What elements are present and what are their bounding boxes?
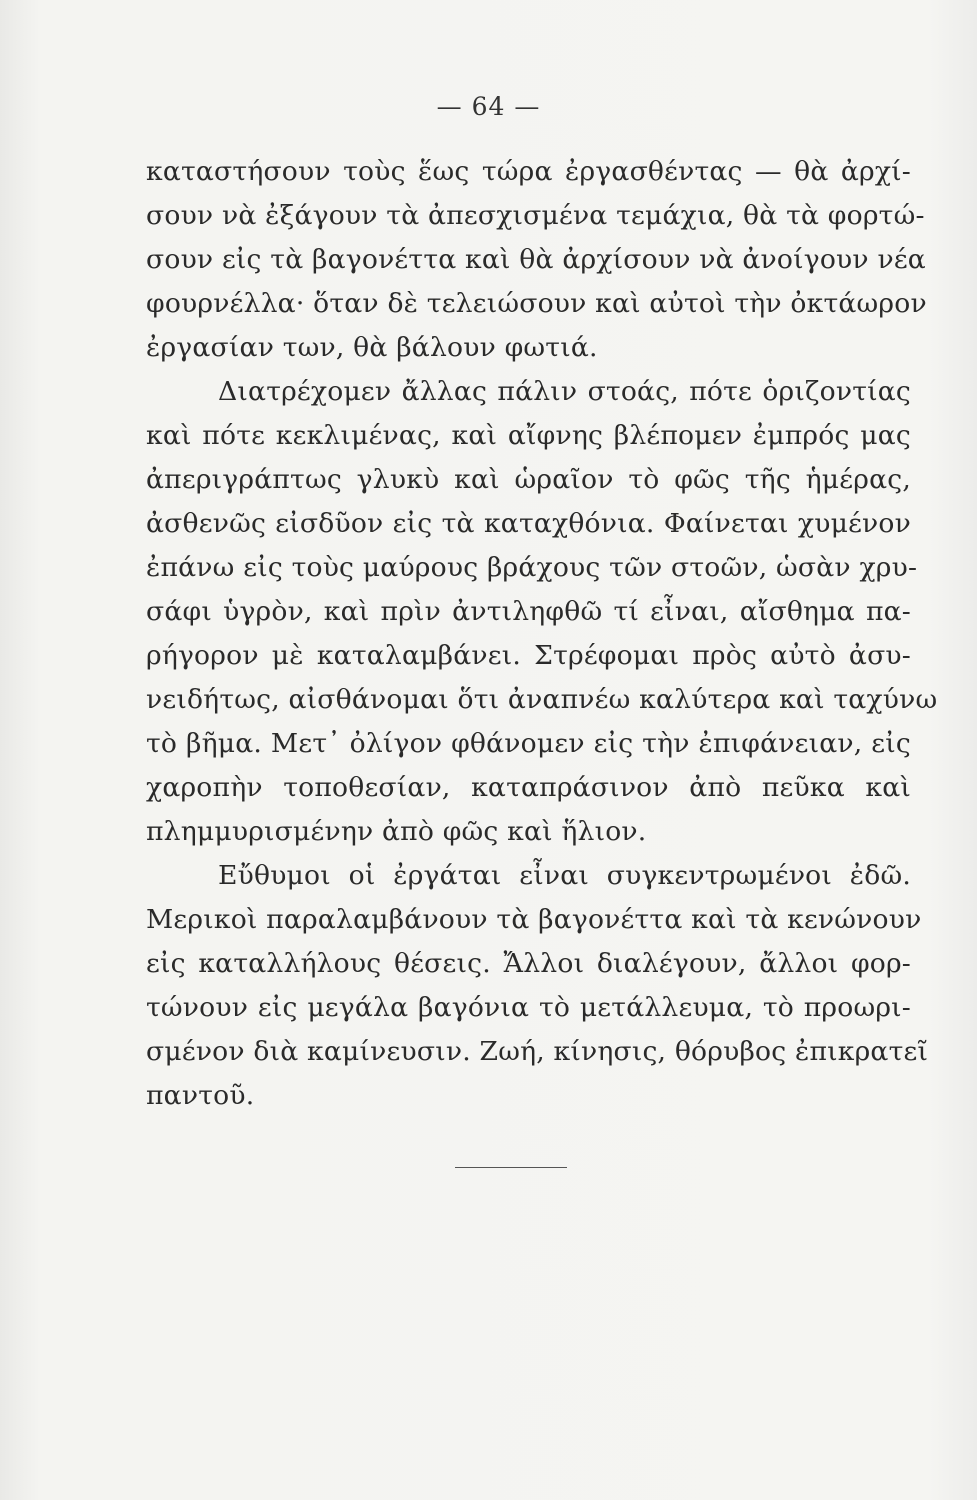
text-line: σουν εἰς τὰ βαγονέττα καὶ θὰ ἀρχίσουν νὰ ἀνοίγουν νέα [146, 244, 926, 275]
text-line: ἀπεριγράπτως γλυκὺ καὶ ὡραῖον τὸ φῶς τῆς ἡμέρας, [146, 464, 911, 495]
text-line: τὸ βῆμα. Μετ᾽ ὀλίγον φθάνομεν εἰς τὴν ἐπιφάνειαν, εἰς [146, 728, 911, 759]
text-line: χαροπὴν τοποθεσίαν, καταπράσινον ἀπὸ πεῦκα καὶ [146, 772, 911, 803]
section-end-rule [455, 1167, 567, 1168]
text-line: τώνουν εἰς μεγάλα βαγόνια τὸ μετάλλευμα, τὸ προωρι- [146, 992, 911, 1023]
text-line: εἰς καταλλήλους θέσεις. Ἄλλοι διαλέγουν, ἄλλοι φορ- [146, 948, 911, 979]
text-line: νειδήτως, αἰσθάνομαι ὅτι ἀναπνέω καλύτερα καὶ ταχύνω [146, 684, 938, 715]
text-line: ἀσθενῶς εἰσδῦον εἰς τὰ καταχθόνια. Φαίνεται χυμένον [146, 508, 911, 539]
page-number: — 64 — [436, 92, 541, 121]
text-line: σμένον διὰ καμίνευσιν. Ζωή, κίνησις, θόρυβος ἐπικρατεῖ [146, 1036, 929, 1067]
text-line: ρήγορον μὲ καταλαμβάνει. Στρέφομαι πρὸς αὐτὸ ἀσυ- [146, 640, 911, 671]
body-text [146, 150, 938, 1118]
text-line: καὶ πότε κεκλιμένας, καὶ αἴφνης βλέπομεν ἐμπρός μας [146, 420, 911, 451]
text-line: πλημμυρισμένην ἀπὸ φῶς καὶ ἥλιον. [146, 816, 647, 847]
paragraph-start-line: Διατρέχομεν ἄλλας πάλιν στοάς, πότε ὁριζοντίας [218, 376, 911, 407]
text-line: σουν νὰ ἐξάγουν τὰ ἀπεσχισμένα τεμάχια, θὰ τὰ φορτώ- [146, 200, 925, 231]
text-line: σάφι ὑγρὸν, καὶ πρὶν ἀντιληφθῶ τί εἶναι, αἴσθημα πα- [146, 596, 911, 627]
text-line: ἐργασίαν των, θὰ βάλουν φωτιά. [146, 332, 598, 363]
text-line: ἐπάνω εἰς τοὺς μαύρους βράχους τῶν στοῶν, ὡσὰν χρυ- [146, 552, 918, 583]
text-line: παντοῦ. [146, 1080, 255, 1111]
text-line: Μερικοὶ παραλαμβάνουν τὰ βαγονέττα καὶ τὰ κενώνουν [146, 904, 922, 935]
paragraph-start-line: Εὔθυμοι οἱ ἐργάται εἶναι συγκεντρωμένοι ἐδῶ. [218, 860, 911, 891]
text-line: φουρνέλλα· ὅταν δὲ τελειώσουν καὶ αὐτοὶ τὴν ὀκτάωρον [146, 288, 927, 319]
text-line: καταστήσουν τοὺς ἕως τώρα ἐργασθέντας — θὰ ἀρχί- [146, 156, 911, 187]
